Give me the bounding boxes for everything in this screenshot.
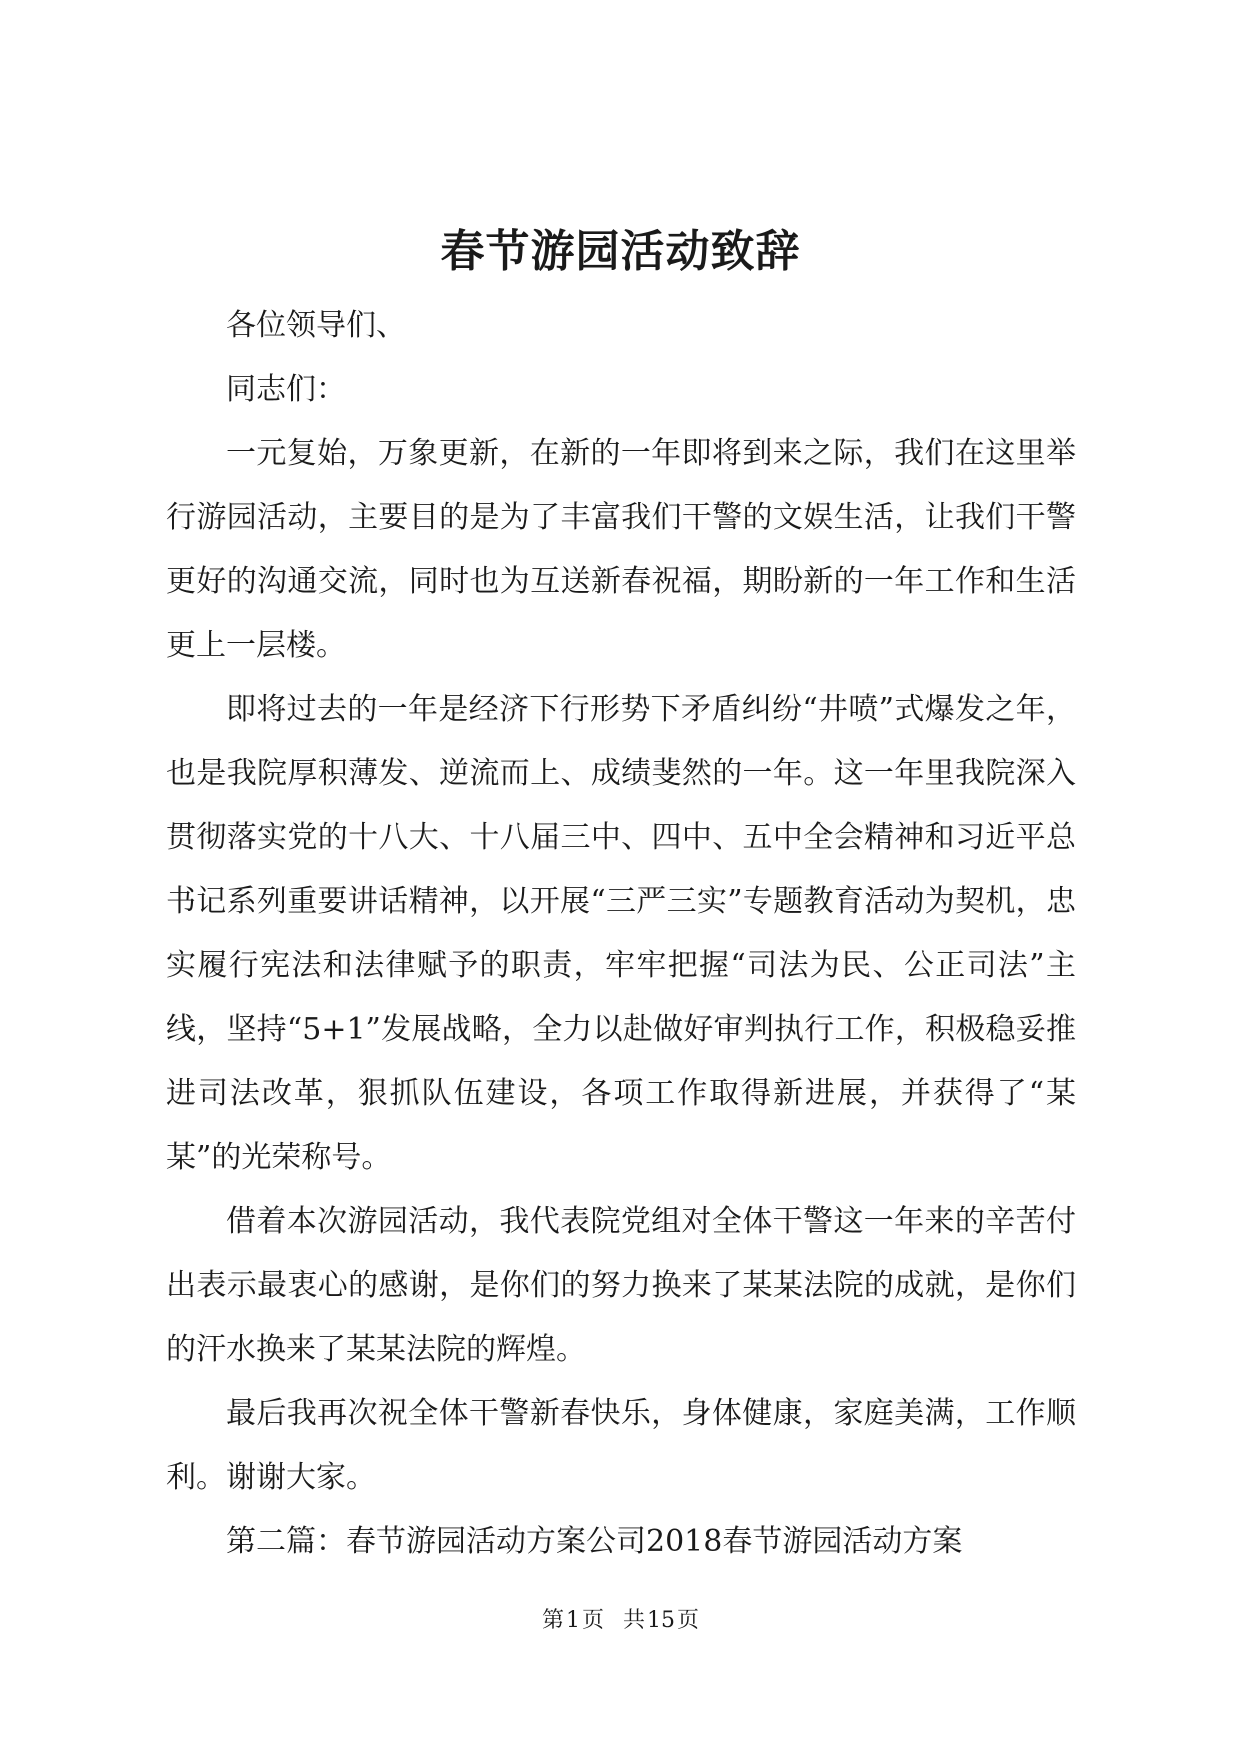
page-label-suffix: 页 bbox=[581, 1608, 604, 1633]
paragraph-thanks: 借着本次游园活动，我代表院党组对全体干警这一年来的辛苦付出表示最衷心的感谢，是你们的努力换来了某某法院的成就，是你们的汗水换来了某某法院的辉煌。 bbox=[166, 1204, 1076, 1367]
paragraph-review: 即将过去的一年是经济下行形势下矛盾纠纷“井喷”式爆发之年，也是我院厚积薄发、逆流而上、成绩斐然的一年。这一年里我院深入贯彻落实党的十八大、十八届三中、四中、五中全会精神和习近平总书记系列重要讲话精神，以开展“三严三实”专题教育活动为契机，忠实履行宪法和法律赋予的职责，牢牢把握“司法为民、公正司法”主线，坚持“5+1”发展战略，全力以赴做好审判执行工作，积极稳妥推进司法改革，狠抓队伍建设，各项工作取得新进展，并获得了“某某”的光荣称号。 bbox=[166, 692, 1076, 1175]
document-title: 春节游园活动致辞 bbox=[440, 226, 801, 277]
total-pages-indicator bbox=[623, 1608, 699, 1633]
page-indicator bbox=[542, 1608, 604, 1633]
total-pages: 15 bbox=[647, 1608, 676, 1633]
salutation-line-1: 各位领导们、 bbox=[226, 308, 406, 343]
document-body bbox=[166, 294, 1076, 1574]
page-footer bbox=[0, 1606, 1241, 1636]
total-label-prefix: 共 bbox=[623, 1608, 646, 1633]
salutation-line-2: 同志们： bbox=[226, 372, 346, 407]
paragraph-opening: 一元复始，万象更新，在新的一年即将到来之际，我们在这里举行游园活动，主要目的是为了丰富我们干警的文娱生活，让我们干警更好的沟通交流，同时也为互送新春祝福，期盼新的一年工作和生活更上一层楼。 bbox=[166, 436, 1076, 663]
paragraph-closing: 最后我再次祝全体干警新春快乐，身体健康，家庭美满，工作顺利。谢谢大家。 bbox=[166, 1396, 1076, 1495]
page-number: 1 bbox=[565, 1608, 580, 1633]
next-section-heading: 第二篇：春节游园活动方案公司2018春节游园活动方案 bbox=[226, 1524, 963, 1559]
total-label-suffix: 页 bbox=[677, 1608, 700, 1633]
page-label-prefix: 第 bbox=[541, 1608, 564, 1633]
